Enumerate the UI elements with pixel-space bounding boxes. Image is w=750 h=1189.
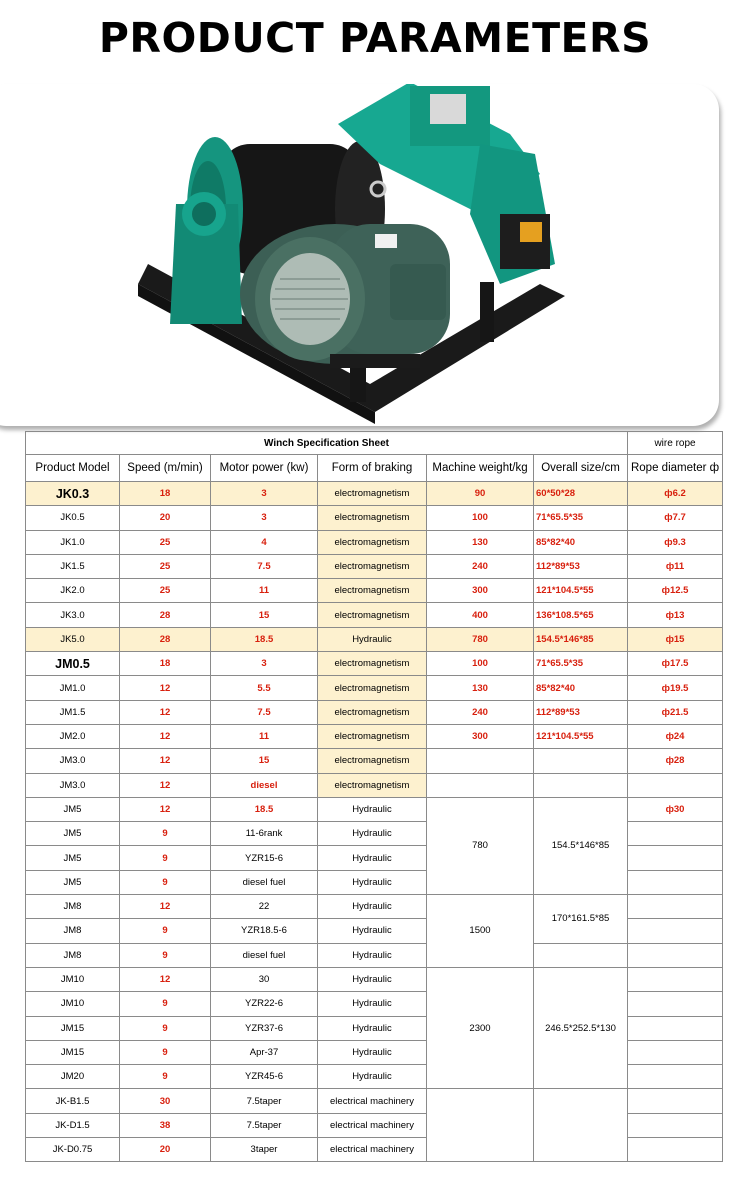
cell-model: JK1.5 (26, 554, 120, 578)
cell-weight: 780 (427, 627, 534, 651)
cell-size (534, 749, 628, 773)
cell-braking: Hydraulic (318, 967, 427, 991)
cell-rope: ф6.2 (628, 482, 723, 506)
cell-speed: 38 (120, 1113, 211, 1137)
cell-power: 3taper (211, 1138, 318, 1162)
cell-model: JM15 (26, 1040, 120, 1064)
cell-power: 22 (211, 895, 318, 919)
winch-illustration (0, 84, 719, 426)
cell-braking: electromagnetism (318, 530, 427, 554)
cell-speed: 12 (120, 895, 211, 919)
cell-braking: Hydraulic (318, 992, 427, 1016)
cell-model: JM2.0 (26, 724, 120, 748)
cell-size-merged: 246.5*252.5*130 (534, 967, 628, 1088)
cell-size: 71*65.5*35 (534, 506, 628, 530)
cell-rope (628, 846, 723, 870)
table-row (26, 773, 723, 797)
cell-power: 7.5taper (211, 1113, 318, 1137)
cell-speed: 20 (120, 1138, 211, 1162)
cell-speed: 9 (120, 822, 211, 846)
cell-rope: ф24 (628, 724, 723, 748)
product-photo (0, 84, 719, 426)
cell-speed: 9 (120, 992, 211, 1016)
cell-power: YZR45-6 (211, 1065, 318, 1089)
col-header: Motor power (kw) (211, 455, 318, 482)
cell-braking: electromagnetism (318, 554, 427, 578)
cell-braking: Hydraulic (318, 870, 427, 894)
cell-weight: 240 (427, 554, 534, 578)
cell-weight (427, 773, 534, 797)
cell-power: Apr-37 (211, 1040, 318, 1064)
cell-speed: 9 (120, 870, 211, 894)
cell-speed: 9 (120, 1065, 211, 1089)
cell-power: diesel fuel (211, 870, 318, 894)
cell-model: JM8 (26, 895, 120, 919)
cell-power: 11 (211, 724, 318, 748)
cell-size: 121*104.5*55 (534, 724, 628, 748)
cell-model: JM0.5 (26, 652, 120, 676)
cell-speed: 12 (120, 676, 211, 700)
cell-rope (628, 919, 723, 943)
cell-model: JM5 (26, 822, 120, 846)
cell-rope: ф13 (628, 603, 723, 627)
cell-braking: electromagnetism (318, 603, 427, 627)
cell-speed: 28 (120, 627, 211, 651)
cell-braking: electromagnetism (318, 749, 427, 773)
cell-rope: ф15 (628, 627, 723, 651)
cell-rope (628, 773, 723, 797)
cell-braking: electromagnetism (318, 724, 427, 748)
cell-model: JK3.0 (26, 603, 120, 627)
cell-power: YZR15-6 (211, 846, 318, 870)
cell-speed: 12 (120, 797, 211, 821)
cell-size: 71*65.5*35 (534, 652, 628, 676)
col-header: Speed (m/min) (120, 455, 211, 482)
table-row (26, 676, 723, 700)
cell-model: JM15 (26, 1016, 120, 1040)
cell-braking: electrical machinery (318, 1113, 427, 1137)
cell-power: 3 (211, 506, 318, 530)
cell-model: JM3.0 (26, 773, 120, 797)
cell-speed: 20 (120, 506, 211, 530)
cell-speed: 18 (120, 482, 211, 506)
cell-power: 30 (211, 967, 318, 991)
cell-rope (628, 870, 723, 894)
cell-braking: Hydraulic (318, 943, 427, 967)
cell-power: YZR22-6 (211, 992, 318, 1016)
table-row (26, 652, 723, 676)
cell-braking: Hydraulic (318, 1065, 427, 1089)
cell-power: YZR37-6 (211, 1016, 318, 1040)
table-caption: Winch Specification Sheet (26, 432, 628, 455)
table-row (26, 1089, 723, 1113)
table-row (26, 554, 723, 578)
col-header: Product Model (26, 455, 120, 482)
cell-model: JK0.3 (26, 482, 120, 506)
cell-model: JK5.0 (26, 627, 120, 651)
cell-braking: Hydraulic (318, 1040, 427, 1064)
cell-speed: 25 (120, 579, 211, 603)
cell-rope: ф7.7 (628, 506, 723, 530)
cell-braking: electromagnetism (318, 652, 427, 676)
cell-size: 112*89*53 (534, 700, 628, 724)
page-title: PRODUCT PARAMETERS (98, 14, 652, 62)
cell-model: JK1.0 (26, 530, 120, 554)
col-header: Form of braking (318, 455, 427, 482)
cell-model: JM10 (26, 967, 120, 991)
cell-braking: Hydraulic (318, 797, 427, 821)
cell-power: 7.5 (211, 554, 318, 578)
cell-model: JM10 (26, 992, 120, 1016)
table-row (26, 943, 723, 967)
table-row (26, 579, 723, 603)
cell-power: 7.5taper (211, 1089, 318, 1113)
cell-rope: ф21.5 (628, 700, 723, 724)
cell-rope (628, 992, 723, 1016)
cell-size: 154.5*146*85 (534, 627, 628, 651)
table-caption-right: wire rope (628, 432, 723, 455)
cell-rope (628, 822, 723, 846)
cell-weight: 130 (427, 676, 534, 700)
table-row (26, 895, 723, 919)
cell-power: 15 (211, 749, 318, 773)
cell-rope (628, 1138, 723, 1162)
table-row (26, 967, 723, 991)
cell-rope: ф12.5 (628, 579, 723, 603)
cell-speed: 25 (120, 530, 211, 554)
cell-power: 11 (211, 579, 318, 603)
cell-model: JM1.5 (26, 700, 120, 724)
table-row (26, 627, 723, 651)
cell-model: JM5 (26, 846, 120, 870)
cell-braking: electromagnetism (318, 700, 427, 724)
cell-power: 18.5 (211, 627, 318, 651)
cell-size: 85*82*40 (534, 530, 628, 554)
cell-weight: 130 (427, 530, 534, 554)
cell-braking: Hydraulic (318, 1016, 427, 1040)
cell-braking: electrical machinery (318, 1089, 427, 1113)
cell-model: JM1.0 (26, 676, 120, 700)
cell-size-merged: 170*161.5*85 (534, 895, 628, 944)
table-row (26, 797, 723, 821)
table-row (26, 530, 723, 554)
cell-model: JK-D0.75 (26, 1138, 120, 1162)
cell-braking: Hydraulic (318, 846, 427, 870)
cell-speed: 12 (120, 773, 211, 797)
cell-speed: 9 (120, 919, 211, 943)
cell-rope: ф9.3 (628, 530, 723, 554)
cell-size: 136*108.5*65 (534, 603, 628, 627)
cell-rope (628, 1065, 723, 1089)
cell-braking: Hydraulic (318, 895, 427, 919)
cell-speed: 25 (120, 554, 211, 578)
cell-power: 7.5 (211, 700, 318, 724)
cell-power: diesel (211, 773, 318, 797)
cell-weight-merged: 1500 (427, 895, 534, 968)
col-header: Overall size/cm (534, 455, 628, 482)
cell-size: 85*82*40 (534, 676, 628, 700)
cell-model: JM3.0 (26, 749, 120, 773)
cell-speed: 28 (120, 603, 211, 627)
table-row (26, 603, 723, 627)
cell-speed: 18 (120, 652, 211, 676)
cell-braking: electromagnetism (318, 506, 427, 530)
cell-speed: 9 (120, 1040, 211, 1064)
cell-rope: ф17.5 (628, 652, 723, 676)
cell-speed: 12 (120, 749, 211, 773)
table-row (26, 749, 723, 773)
cell-weight: 400 (427, 603, 534, 627)
cell-model: JK0.5 (26, 506, 120, 530)
cell-size (534, 773, 628, 797)
cell-speed: 9 (120, 846, 211, 870)
cell-speed: 12 (120, 700, 211, 724)
cell-weight: 300 (427, 724, 534, 748)
table-row (26, 724, 723, 748)
cell-rope (628, 1040, 723, 1064)
cell-rope (628, 967, 723, 991)
cell-rope (628, 1113, 723, 1137)
cell-weight: 240 (427, 700, 534, 724)
cell-braking: electrical machinery (318, 1138, 427, 1162)
cell-model: JK-B1.5 (26, 1089, 120, 1113)
cell-model: JM8 (26, 919, 120, 943)
cell-braking: Hydraulic (318, 627, 427, 651)
cell-braking: Hydraulic (318, 919, 427, 943)
table-row (26, 700, 723, 724)
cell-weight: 100 (427, 652, 534, 676)
cell-model: JM8 (26, 943, 120, 967)
cell-rope (628, 1089, 723, 1113)
cell-model: JM20 (26, 1065, 120, 1089)
cell-rope: ф19.5 (628, 676, 723, 700)
cell-model: JK2.0 (26, 579, 120, 603)
cell-braking: electromagnetism (318, 676, 427, 700)
cell-speed: 12 (120, 967, 211, 991)
cell-size (534, 943, 628, 967)
table-row (26, 506, 723, 530)
cell-power: diesel fuel (211, 943, 318, 967)
cell-model: JM5 (26, 797, 120, 821)
cell-size: 60*50*28 (534, 482, 628, 506)
cell-power: 4 (211, 530, 318, 554)
cell-braking: Hydraulic (318, 822, 427, 846)
cell-weight: 100 (427, 506, 534, 530)
cell-rope: ф28 (628, 749, 723, 773)
cell-size: 121*104.5*55 (534, 579, 628, 603)
cell-model: JM5 (26, 870, 120, 894)
cell-power: 3 (211, 652, 318, 676)
col-header: Rope diameter ф (628, 455, 723, 482)
cell-weight-merged: 2300 (427, 967, 534, 1088)
cell-power: 11-6rank (211, 822, 318, 846)
cell-weight: 300 (427, 579, 534, 603)
cell-rope (628, 895, 723, 919)
cell-power: 15 (211, 603, 318, 627)
cell-weight-merged: 780 (427, 797, 534, 894)
cell-braking: electromagnetism (318, 579, 427, 603)
table-row (26, 482, 723, 506)
cell-size: 112*89*53 (534, 554, 628, 578)
spec-table (25, 431, 723, 1162)
cell-braking: electromagnetism (318, 773, 427, 797)
cell-power: 3 (211, 482, 318, 506)
cell-speed: 9 (120, 1016, 211, 1040)
cell-rope: ф30 (628, 797, 723, 821)
cell-speed: 12 (120, 724, 211, 748)
cell-power: 18.5 (211, 797, 318, 821)
cell-weight (427, 749, 534, 773)
cell-rope (628, 1016, 723, 1040)
cell-weight: 90 (427, 482, 534, 506)
cell-size-merged: 154.5*146*85 (534, 797, 628, 894)
cell-model: JK-D1.5 (26, 1113, 120, 1137)
cell-power: YZR18.5-6 (211, 919, 318, 943)
cell-speed: 30 (120, 1089, 211, 1113)
cell-power: 5.5 (211, 676, 318, 700)
cell-weight (427, 1089, 534, 1162)
cell-rope: ф11 (628, 554, 723, 578)
cell-size (534, 1089, 628, 1162)
cell-braking: electromagnetism (318, 482, 427, 506)
cell-speed: 9 (120, 943, 211, 967)
col-header: Machine weight/kg (427, 455, 534, 482)
cell-rope (628, 943, 723, 967)
